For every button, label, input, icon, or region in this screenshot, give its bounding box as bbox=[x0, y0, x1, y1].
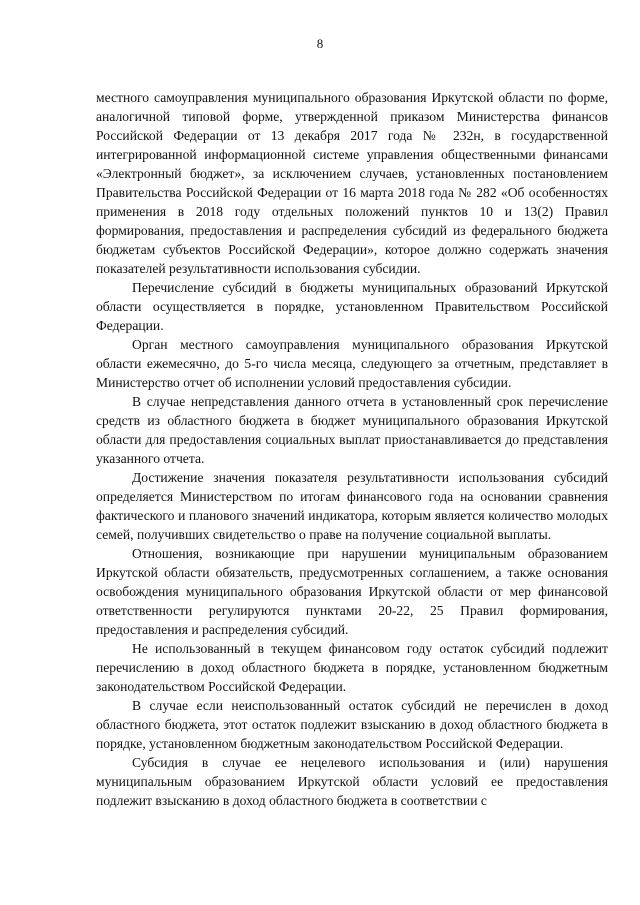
paragraph-5: Достижение значения показателя результативности использования субсидий определяется Министерством по итогам финансового года на основании сравнения фактического и планового значений индикатора, которым является количество молодых семей, получивших свидетельство о праве на получение социальной выплаты. bbox=[96, 470, 608, 542]
page-number: 8 bbox=[316, 36, 324, 51]
paragraph-4: В случае непредставления данного отчета в установленный срок перечисление средств из областного бюджета в бюджет муниципального образования Иркутской области для предоставления социальных выплат приостанавливается до представления указанного отчета. bbox=[96, 394, 608, 466]
paragraph-9: Субсидия в случае ее нецелевого использования и (или) нарушения муниципальным образованием Иркутской области условий ее предоставления подлежит взысканию в доход областного бюджета в соответствии с bbox=[96, 755, 608, 808]
paragraph-7: Не использованный в текущем финансовом году остаток субсидий подлежит перечислению в доход областного бюджета в порядке, установленном бюджетным законодательством Российской Федерации. bbox=[96, 641, 608, 694]
paragraph-3: Орган местного самоуправления муниципального образования Иркутской области ежемесячно, до 5-го числа месяца, следующего за отчетным, представляет в Министерство отчет об исполнении условий предоставления субсидии. bbox=[96, 337, 608, 390]
paragraph-8: В случае если неиспользованный остаток субсидий не перечислен в доход областного бюджета, этот остаток подлежит взысканию в доход областного бюджета в порядке, установленном бюджетным законодательством Российской Федерации. bbox=[96, 698, 608, 751]
document-body bbox=[96, 88, 608, 810]
paragraph-2: Перечисление субсидий в бюджеты муниципальных образований Иркутской области осуществляется в порядке, установленном Правительством Российской Федерации. bbox=[96, 280, 608, 333]
paragraph-1: местного самоуправления муниципального образования Иркутской области по форме, аналогичной типовой форме, утвержденной приказом Министерства финансов Российской Федерации от 13 декабря 2017 года № 232н, в государственной интегрированной информационной системе управления общественными финансами «Электронный бюджет», за исключением случаев, установленных постановлением Правительства Российской Федерации от 16 марта 2018 года № 282 «Об особенностях применения в 2018 году отдельных положений пунктов 10 и 13(2) Правил формирования, предоставления и распределения субсидий из федерального бюджета бюджетам субъектов Российской Федерации», которое должно содержать значения показателей результативности использования субсидии. bbox=[96, 90, 608, 276]
paragraph-6: Отношения, возникающие при нарушении муниципальным образованием Иркутской области обязательств, предусмотренных соглашением, а также основания освобождения муниципального образования Иркутской области от мер финансовой ответственности регулируются пунктами 20-22, 25 Правил формирования, предоставления и распределения субсидий. bbox=[96, 546, 608, 637]
